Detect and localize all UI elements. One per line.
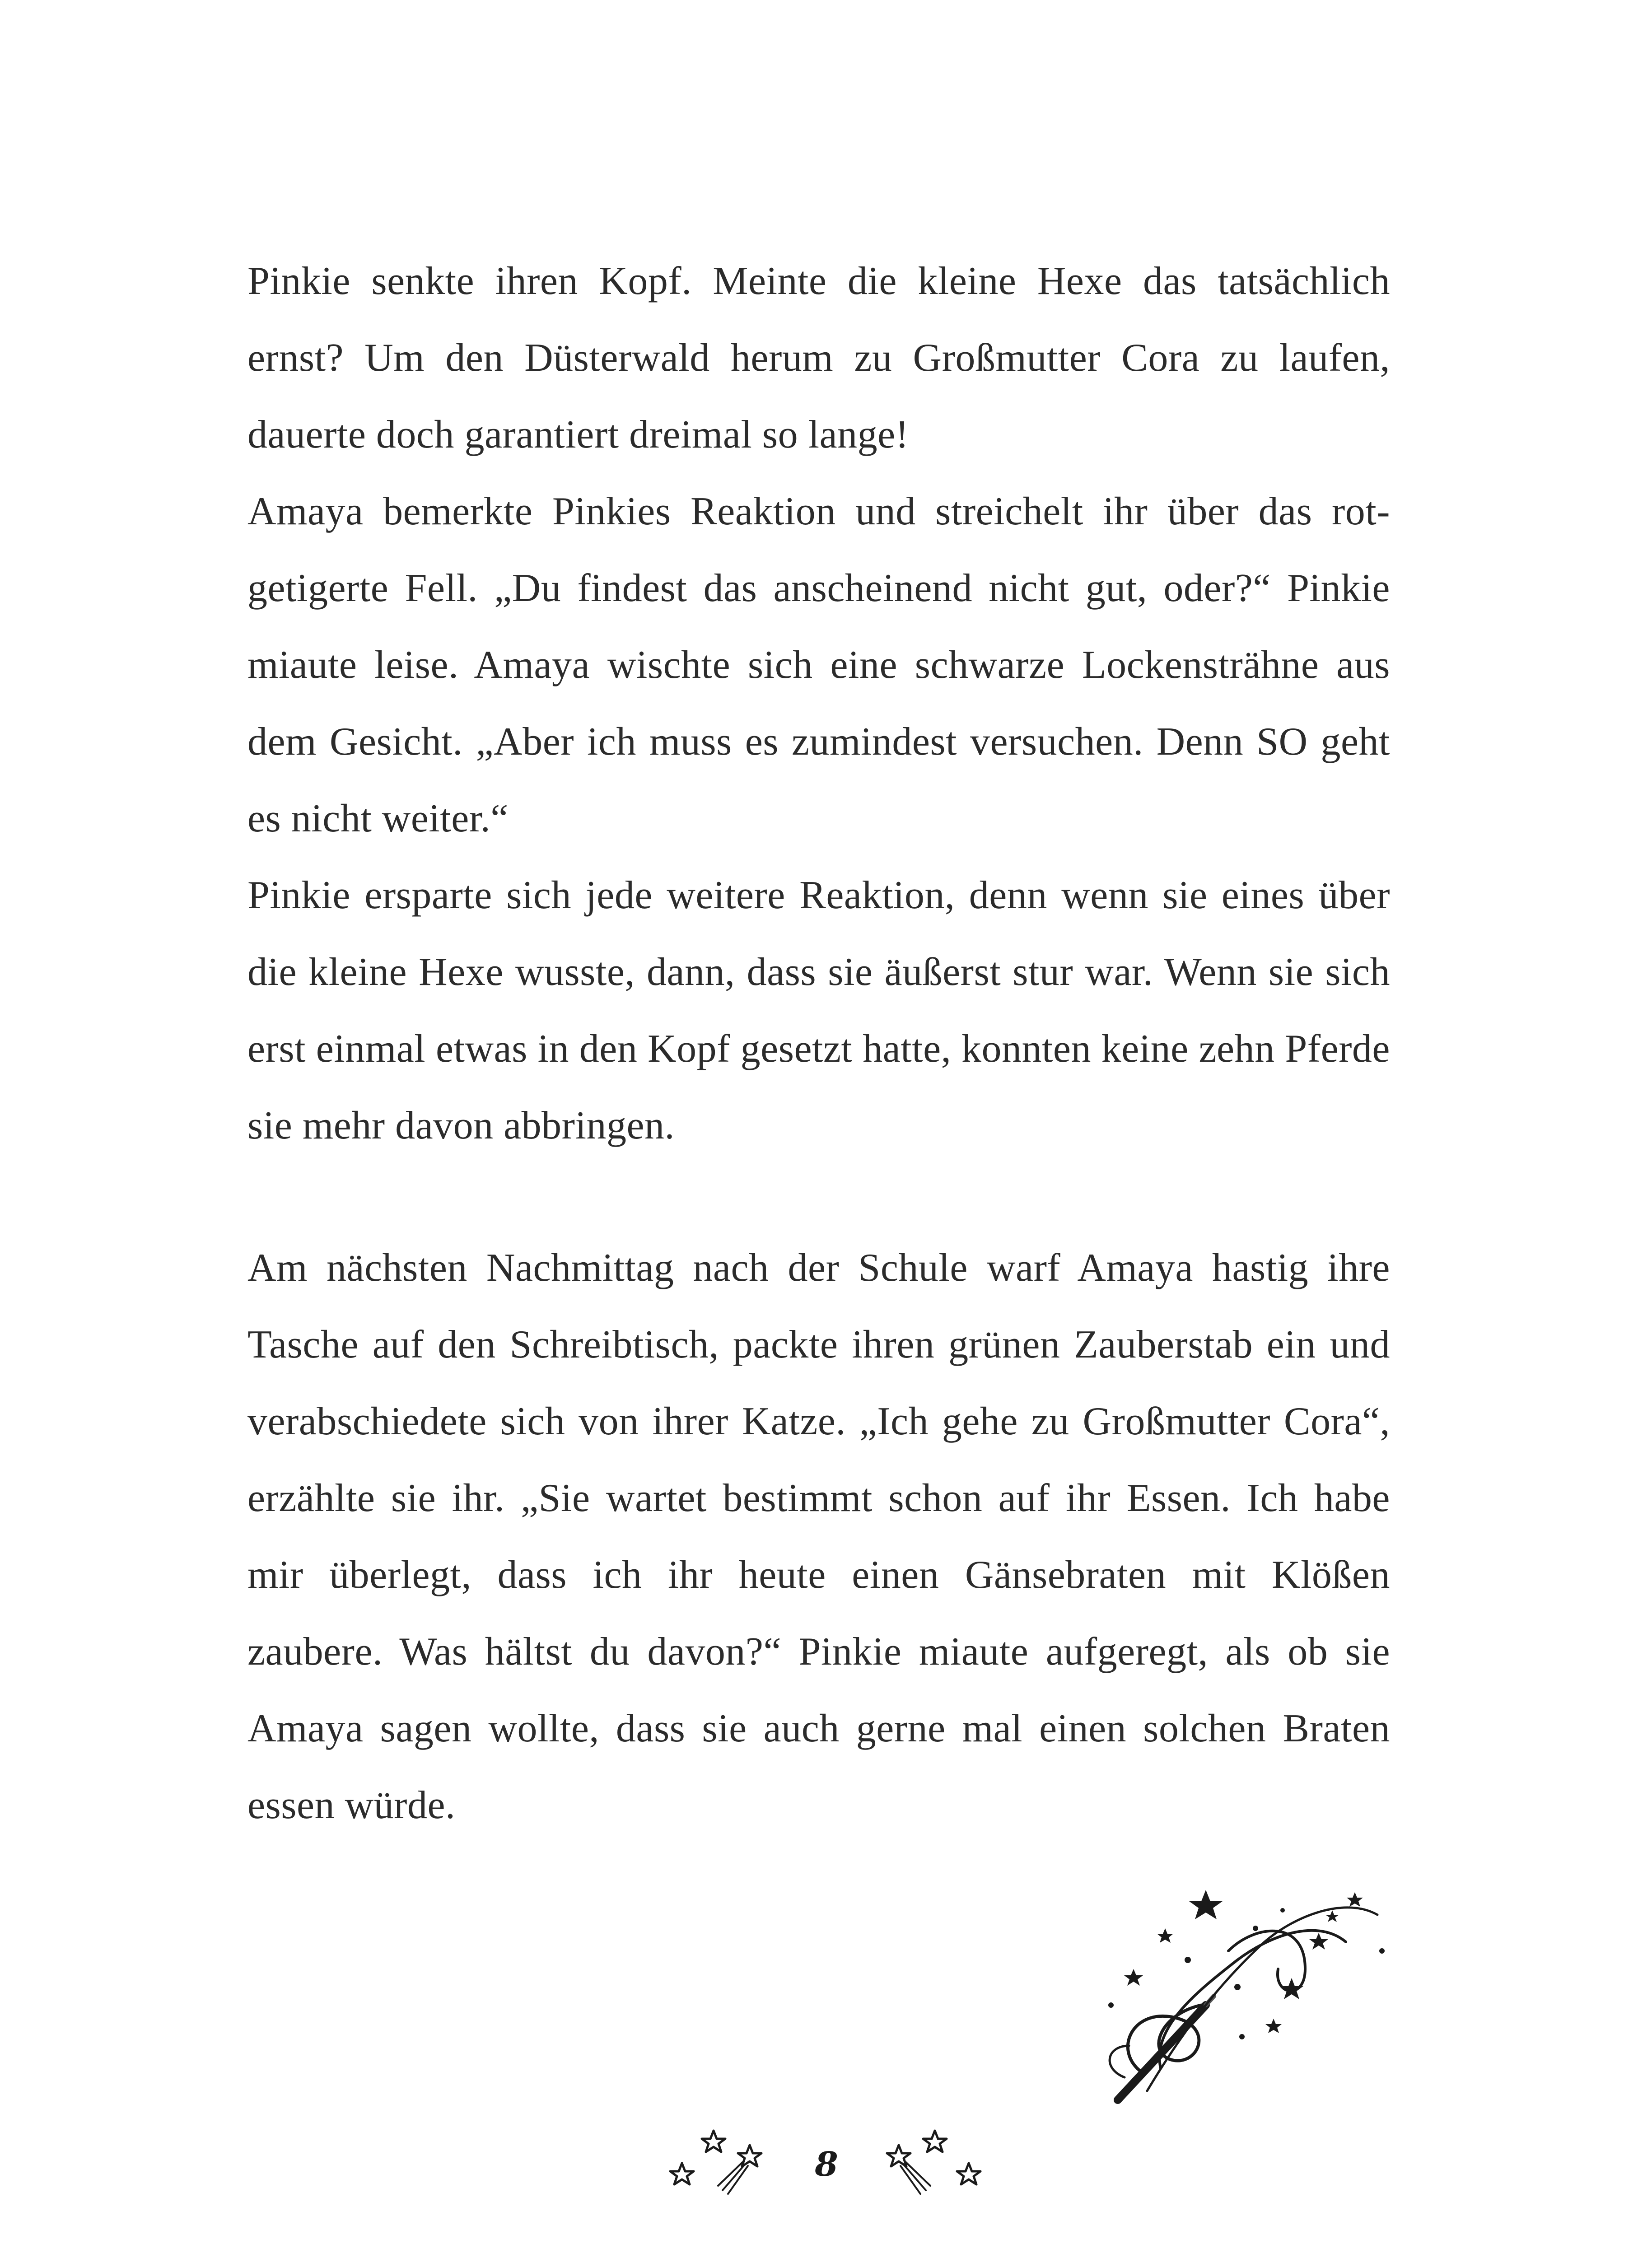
paragraph: Pinkie senkte ihren Kopf. Meinte die kleine Hexe das tatsächlich ernst? Um den Düsterwald herum zu Großmutter Cora zu laufen, dauerte doch garantiert dreimal so lange! bbox=[247, 259, 1390, 457]
paragraph: Am nächsten Nachmittag nach der Schule warf Amaya hastig ihre Tasche auf den Schreibtisch, packte ihren grünen Zauberstab ein und verabschiedete sich von ihrer Katze. „Ich gehe zu Großmutter Cora“, erzählte sie ihr. „Sie wartet bestimmt schon auf ihr Essen. Ich habe mir überlegt, dass ich ihr heute einen Gänsebraten mit Klößen zaubere. Was hältst du davon?“ Pinkie miaute aufgeregt, als ob sie Amaya sagen wollte, dass sie auch gerne mal einen solchen Braten essen würde. bbox=[247, 1246, 1390, 1827]
text-section-bottom bbox=[247, 1230, 1390, 1844]
shooting-stars-icon bbox=[867, 2123, 985, 2204]
paragraph: Amaya bemerkte Pinkies Reaktion und streichelt ihr über das rot-getigerte Fell. „Du findest das anscheinend nicht gut, oder?“ Pinkie miaute leise. Amaya wischte sich eine schwarze Lockensträhne aus dem Gesicht. „Aber ich muss es zumindest versuchen. Denn SO geht es nicht weiter.“ bbox=[247, 490, 1390, 840]
shooting-stars-icon bbox=[668, 2123, 786, 2204]
page-number: 8 bbox=[815, 2145, 838, 2184]
page-footer bbox=[0, 2123, 1652, 2204]
magic-wand-icon bbox=[1093, 1856, 1409, 2127]
paragraph: Pinkie ersparte sich jede weitere Reaktion, denn wenn sie eines über die kleine Hexe wusste, dann, dass sie äußerst stur war. Wenn sie sich erst einmal etwas in den Kopf gesetzt hatte, konnten keine zehn Pferde sie mehr davon abbringen. bbox=[247, 873, 1390, 1148]
text-section-top bbox=[247, 243, 1390, 1164]
